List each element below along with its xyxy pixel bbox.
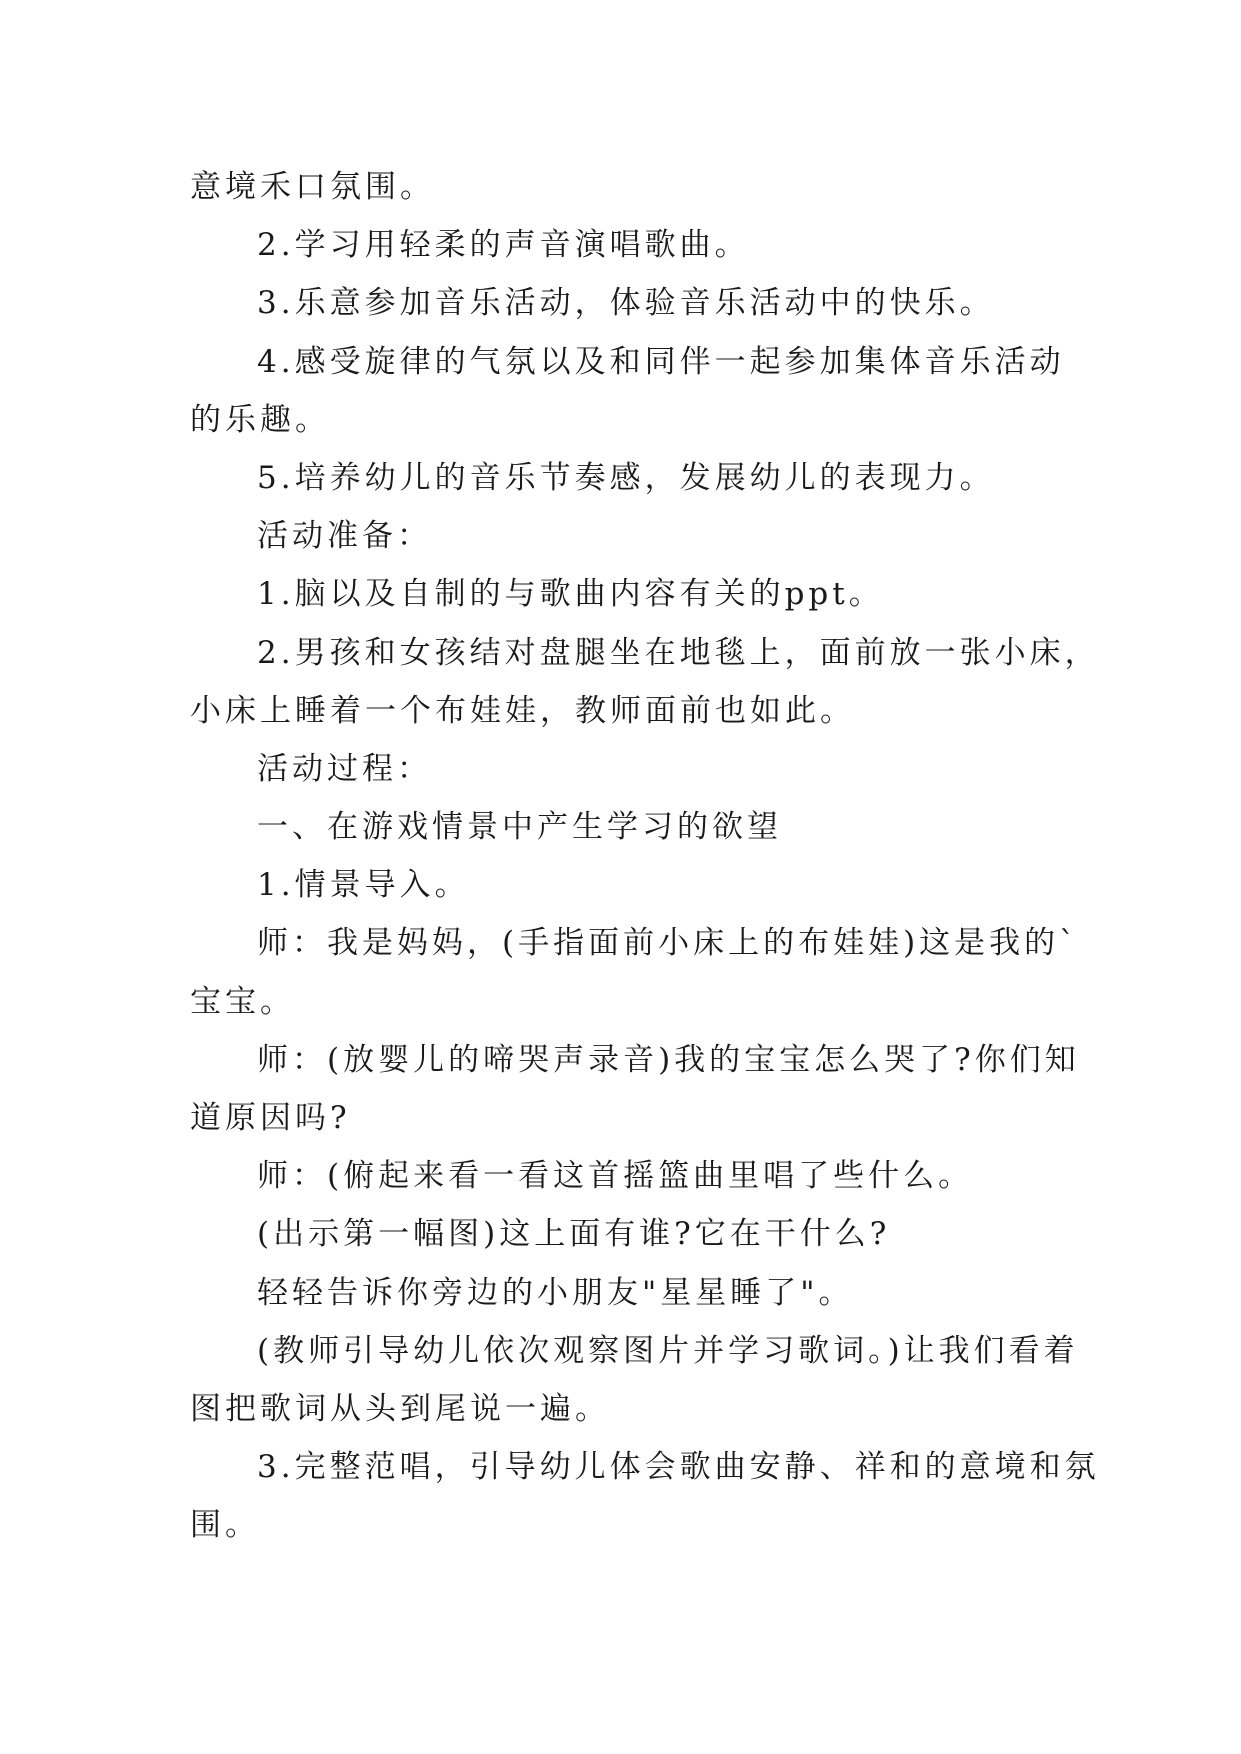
text-line: 3.完整范唱，引导幼儿体会歌曲安静、祥和的意境和氛 [257, 1449, 1100, 1486]
subsection-heading: 一、在游戏情景中产生学习的欲望 [257, 809, 782, 846]
section-heading: 活动过程： [257, 750, 432, 787]
text-line: 的乐趣。 [190, 401, 330, 438]
text-line: 3.乐意参加音乐活动，体验音乐活动中的快乐。 [257, 285, 995, 322]
text-line: 宝宝。 [190, 983, 295, 1020]
text-line: 师：(放婴儿的啼哭声录音)我的宝宝怎么哭了?你们知 [257, 1041, 1080, 1078]
document-body [190, 158, 1100, 1555]
text-line: 1.情景导入。 [257, 867, 470, 904]
text-line: 2.男孩和女孩结对盘腿坐在地毯上，面前放一张小床， [257, 634, 1100, 671]
text-line: 意境禾口氛围。 [190, 169, 435, 205]
text-line: 围。 [190, 1507, 260, 1544]
text-line: 小床上睡着一个布娃娃，教师面前也如此。 [190, 692, 855, 729]
section-heading: 活动准备： [257, 518, 432, 555]
text-line: 图把歌词从头到尾说一遍。 [190, 1390, 610, 1427]
text-line: 轻轻告诉你旁边的小朋友"星星睡了"。 [257, 1274, 854, 1311]
text-line: 师：(俯起来看一看这首摇篮曲里唱了些什么。 [257, 1158, 974, 1195]
text-line: 1.脑以及自制的与歌曲内容有关的ppt。 [257, 576, 884, 613]
text-line: 5.培养幼儿的音乐节奏感，发展幼儿的表现力。 [257, 459, 995, 496]
text-line: 师：我是妈妈，(手指面前小床上的布娃娃)这是我的` [257, 925, 1079, 962]
text-line: (出示第一幅图)这上面有谁?它在干什么? [257, 1216, 891, 1253]
text-line: 道原因吗? [190, 1100, 351, 1136]
text-line: 2.学习用轻柔的声音演唱歌曲。 [257, 227, 750, 264]
text-line: 4.感受旋律的气氛以及和同伴一起参加集体音乐活动 [257, 343, 1065, 380]
text-line: (教师引导幼儿依次观察图片并学习歌词。)让我们看着 [257, 1332, 1079, 1369]
